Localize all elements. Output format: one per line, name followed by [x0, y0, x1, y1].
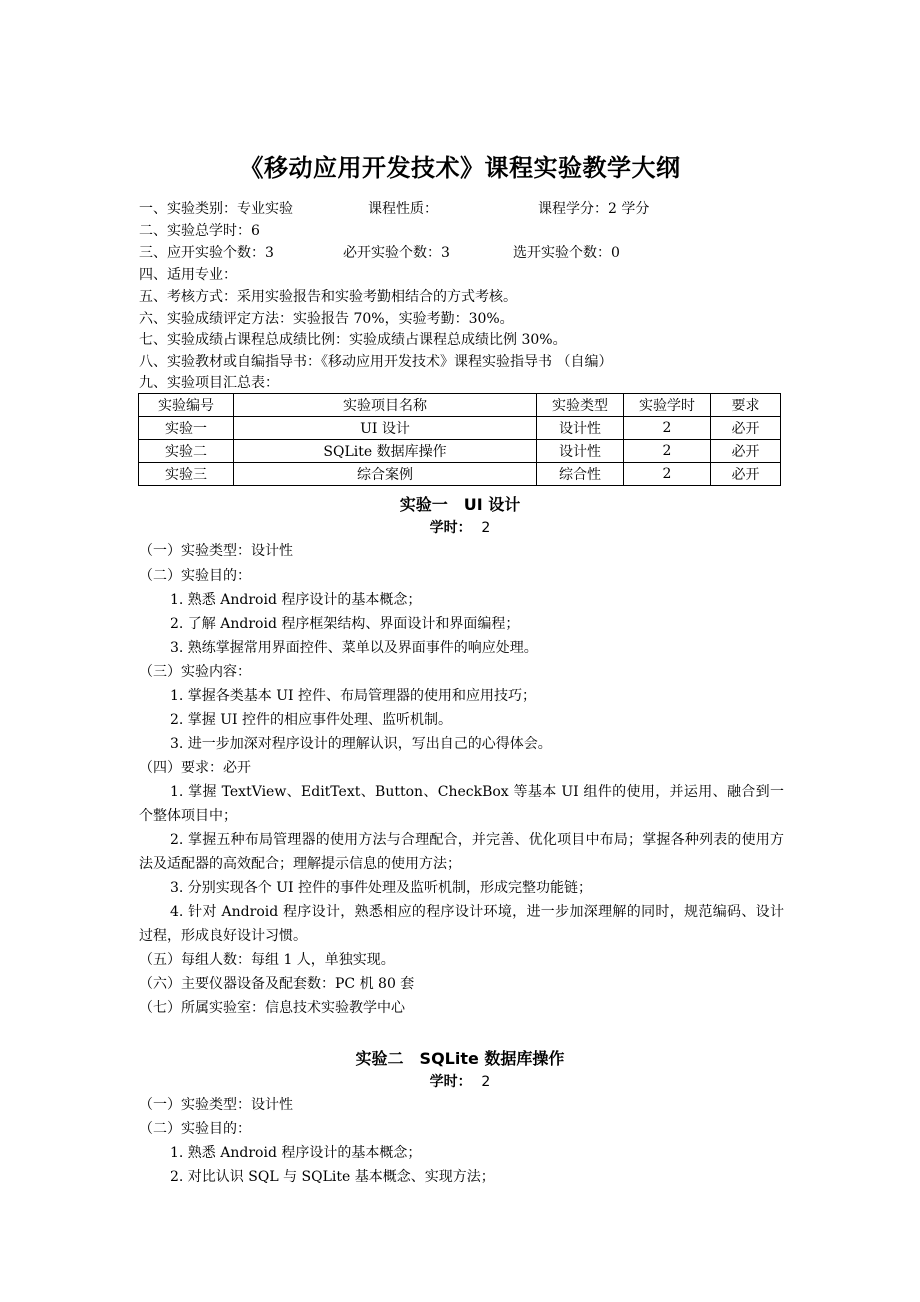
table-cell: 综合案例 — [234, 463, 537, 486]
table-header-cell: 实验编号 — [139, 394, 234, 417]
exp2-type: （一）实验类型：设计性 — [139, 1097, 293, 1113]
info-line-3 — [139, 243, 620, 263]
table-header-cell: 实验类型 — [537, 394, 624, 417]
exp1-type: （一）实验类型：设计性 — [139, 543, 293, 559]
table-cell: SQLite 数据库操作 — [234, 440, 537, 463]
exp1-content-title: （三）实验内容： — [139, 664, 251, 680]
table-cell: 必开 — [711, 463, 781, 486]
table-cell: 2 — [624, 417, 711, 440]
exp2-purpose-item: 2. 对比认识 SQL 与 SQLite 基本概念、实现方法； — [170, 1169, 495, 1185]
exp1-content-item: 1. 掌握各类基本 UI 控件、布局管理器的使用和应用技巧； — [170, 688, 537, 704]
exp1-requirement-4: 4. 针对 Android 程序设计，熟悉相应的程序设计环境，进一步加深理解的同时，规范编码、设计过程，形成良好设计习惯。 — [139, 904, 784, 944]
grading-method: 六、实验成绩评定方法：实验报告 70%，实验考勤：30%。 — [139, 311, 514, 327]
table-cell: 2 — [624, 463, 711, 486]
table-cell: 实验二 — [139, 440, 234, 463]
applicable-major: 四、适用专业： — [139, 267, 237, 283]
exp1-purpose-item: 2. 了解 Android 程序框架结构、界面设计和界面编程； — [170, 616, 520, 632]
optional-count: 选开实验个数：0 — [513, 245, 620, 261]
table-header-row — [139, 394, 781, 417]
exp1-hours-label: 学时： — [429, 520, 472, 536]
table-row — [139, 463, 781, 486]
table-header-cell: 实验项目名称 — [234, 394, 537, 417]
course-credit: 课程学分：2 学分 — [538, 201, 650, 217]
exp1-requirement-title: （四）要求：必开 — [139, 760, 251, 776]
table-cell: 必开 — [711, 417, 781, 440]
exp2-heading: 实验二 SQLite 数据库操作 — [355, 1049, 565, 1068]
document-title: 《移动应用开发技术》课程实验教学大纲 — [239, 154, 681, 182]
table-cell: 设计性 — [537, 417, 624, 440]
total-hours: 二、实验总学时：6 — [139, 223, 260, 239]
exp2-hours — [0, 1071, 920, 1091]
exp1-equipment: （六）主要仪器设备及配套数：PC 机 80 套 — [139, 976, 415, 992]
summary-label: 九、实验项目汇总表： — [139, 375, 279, 391]
exp1-group-size: （五）每组人数：每组 1 人，单独实现。 — [139, 952, 395, 968]
grade-ratio: 七、实验成绩占课程总成绩比例：实验成绩占课程总成绩比例 30%。 — [139, 332, 567, 348]
exp1-requirement-1: 1. 掌握 TextView、EditText、Button、CheckBox 等基本 UI 组件的使用，并运用、融合到一个整体项目中； — [139, 784, 784, 824]
exp2-purpose-item: 1. 熟悉 Android 程序设计的基本概念； — [170, 1145, 422, 1161]
summary-table — [138, 393, 781, 486]
exp1-purpose-title: （二）实验目的： — [139, 568, 251, 584]
exp2-hours-value: 2 — [481, 1074, 491, 1090]
table-cell: UI 设计 — [234, 417, 537, 440]
exp1-hours — [0, 517, 920, 537]
exp2-hours-label: 学时： — [429, 1074, 472, 1090]
exp1-purpose-item: 3. 熟练掌握常用界面控件、菜单以及界面事件的响应处理。 — [170, 640, 538, 656]
exp1-requirement-2: 2. 掌握五种布局管理器的使用方法与合理配合，并完善、优化项目中布局；掌握各种列表的使用方法及适配器的高效配合；理解提示信息的使用方法； — [139, 832, 784, 872]
experiment-category: 一、实验类别：专业实验 — [139, 201, 293, 217]
exam-method: 五、考核方式：采用实验报告和实验考勤相结合的方式考核。 — [139, 289, 517, 305]
textbook: 八、实验教材或自编指导书：《移动应用开发技术》课程实验指导书 （自编） — [139, 354, 613, 370]
exp1-content-item: 3. 进一步加深对程序设计的理解认识，写出自己的心得体会。 — [170, 736, 552, 752]
exp1-requirement-3: 3. 分别实现各个 UI 控件的事件处理及监听机制，形成完整功能链； — [170, 880, 593, 896]
table-cell: 实验三 — [139, 463, 234, 486]
table-cell: 设计性 — [537, 440, 624, 463]
exp1-purpose-item: 1. 熟悉 Android 程序设计的基本概念； — [170, 592, 422, 608]
course-nature: 课程性质： — [368, 201, 438, 217]
table-cell: 综合性 — [537, 463, 624, 486]
table-cell: 实验一 — [139, 417, 234, 440]
exp1-heading: 实验一 UI 设计 — [399, 495, 521, 514]
info-line-1 — [139, 199, 649, 219]
table-row — [139, 440, 781, 463]
must-open-count: 必开实验个数：3 — [343, 245, 450, 261]
exp2-purpose-title: （二）实验目的： — [139, 1121, 251, 1137]
table-row — [139, 417, 781, 440]
table-header-cell: 实验学时 — [624, 394, 711, 417]
exp1-content-item: 2. 掌握 UI 控件的相应事件处理、监听机制。 — [170, 712, 453, 728]
table-cell: 必开 — [711, 440, 781, 463]
exp1-hours-value: 2 — [481, 520, 491, 536]
table-header-cell: 要求 — [711, 394, 781, 417]
exp1-lab: （七）所属实验室：信息技术实验教学中心 — [139, 1000, 405, 1016]
should-open-count: 三、应开实验个数：3 — [139, 245, 274, 261]
table-cell: 2 — [624, 440, 711, 463]
